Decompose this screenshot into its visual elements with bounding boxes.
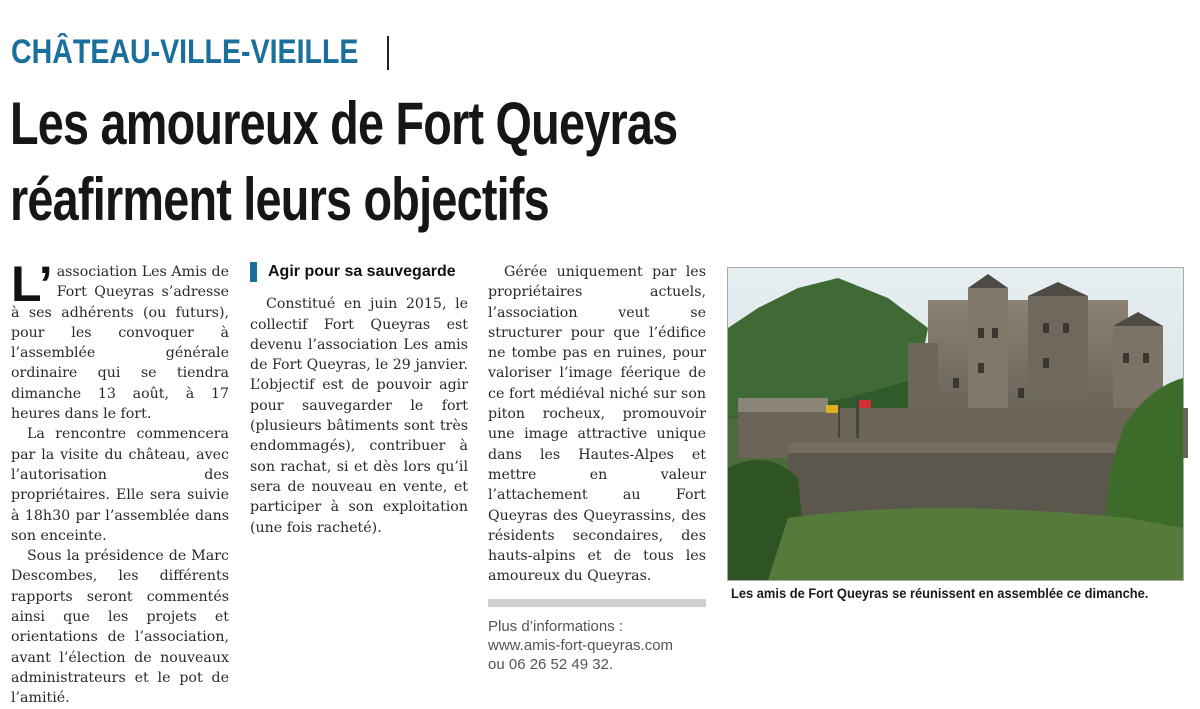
fort-photo (727, 267, 1184, 581)
kicker-divider (387, 36, 389, 70)
info-phone: ou 06 26 52 49 32. (488, 655, 614, 673)
info-label: Plus d’informations : (488, 617, 624, 635)
info-divider (488, 599, 706, 607)
paragraph-visit: La rencontre commencera par la visite du château, avec l’autorisation des propriétaires. Elle sera suivie à 18h30 par l’assemblée dans son enceinte. (11, 426, 229, 544)
kicker: CHÂTEAU-VILLE-VIEILLE (11, 33, 359, 71)
photo-caption: Les amis de Fort Queyras se réunissent en assemblée ce dimanche. (731, 585, 1149, 601)
article-column-2 (250, 262, 468, 602)
info-box (488, 617, 706, 674)
headline-line-1: Les amoureux de Fort Queyras (10, 90, 678, 157)
info-url[interactable]: www.amis-fort-queyras.com (488, 636, 674, 654)
headline-line-2: réafirment leurs objectifs (10, 166, 549, 233)
paragraph-intro (11, 256, 229, 424)
article-column-3 (488, 262, 706, 674)
paragraph-presidence (11, 546, 229, 708)
fort-illustration (728, 268, 1183, 580)
paragraph-management: Gérée uniquement par les propriétaires actuels, l’association veut se structurer pour que l’édifice ne tombe pas en ruines, pour valoriser l’image féerique de ce fort médiéval niché sur son piton rocheux, promouvoir une image attractive unique dans les Hautes-Alpes et mettre en valeur l’attachement au Fort Queyras des Queyrassins, des résidents secondaires, des hauts-alpins et de tous les amoureux du Queyras. (488, 264, 706, 585)
drop-cap: L’ (11, 256, 53, 312)
paragraph-constitution: Constitué en juin 2015, le collectif Fort Queyras est devenu l’association Les amis de Fort Queyras, le 29 janvier. L’objectif est de pouvoir agir pour sauvegarder le fort (plusieurs bâtiments sont très endommagés), contribuer à son rachat, si et dès lors qu’il sera de nouveau en vente, et participer à son exploitation (une fois racheté). (250, 296, 468, 536)
headline (10, 86, 677, 238)
paragraph-presidence-text: Sous la présidence de Marc Descombes, les différents rapports seront commentés ainsi que les projets et orientations de l’association, avant l’élection de nouveaux administrateurs et le pot de l’amitié. (11, 548, 229, 707)
subhead-marker (250, 262, 257, 282)
subhead-text: Agir pour sa sauvegarde (268, 263, 456, 280)
paragraph-intro-text: association Les Amis de Fort Queyras s’adresse à ses adhérents (ou futurs), pour les convoquer à l’assemblée générale ordinaire qui se tiendra dimanche 13 août, à 17 heures dans le fort. (11, 264, 229, 423)
subhead (250, 262, 468, 282)
article-column-1 (11, 256, 229, 707)
